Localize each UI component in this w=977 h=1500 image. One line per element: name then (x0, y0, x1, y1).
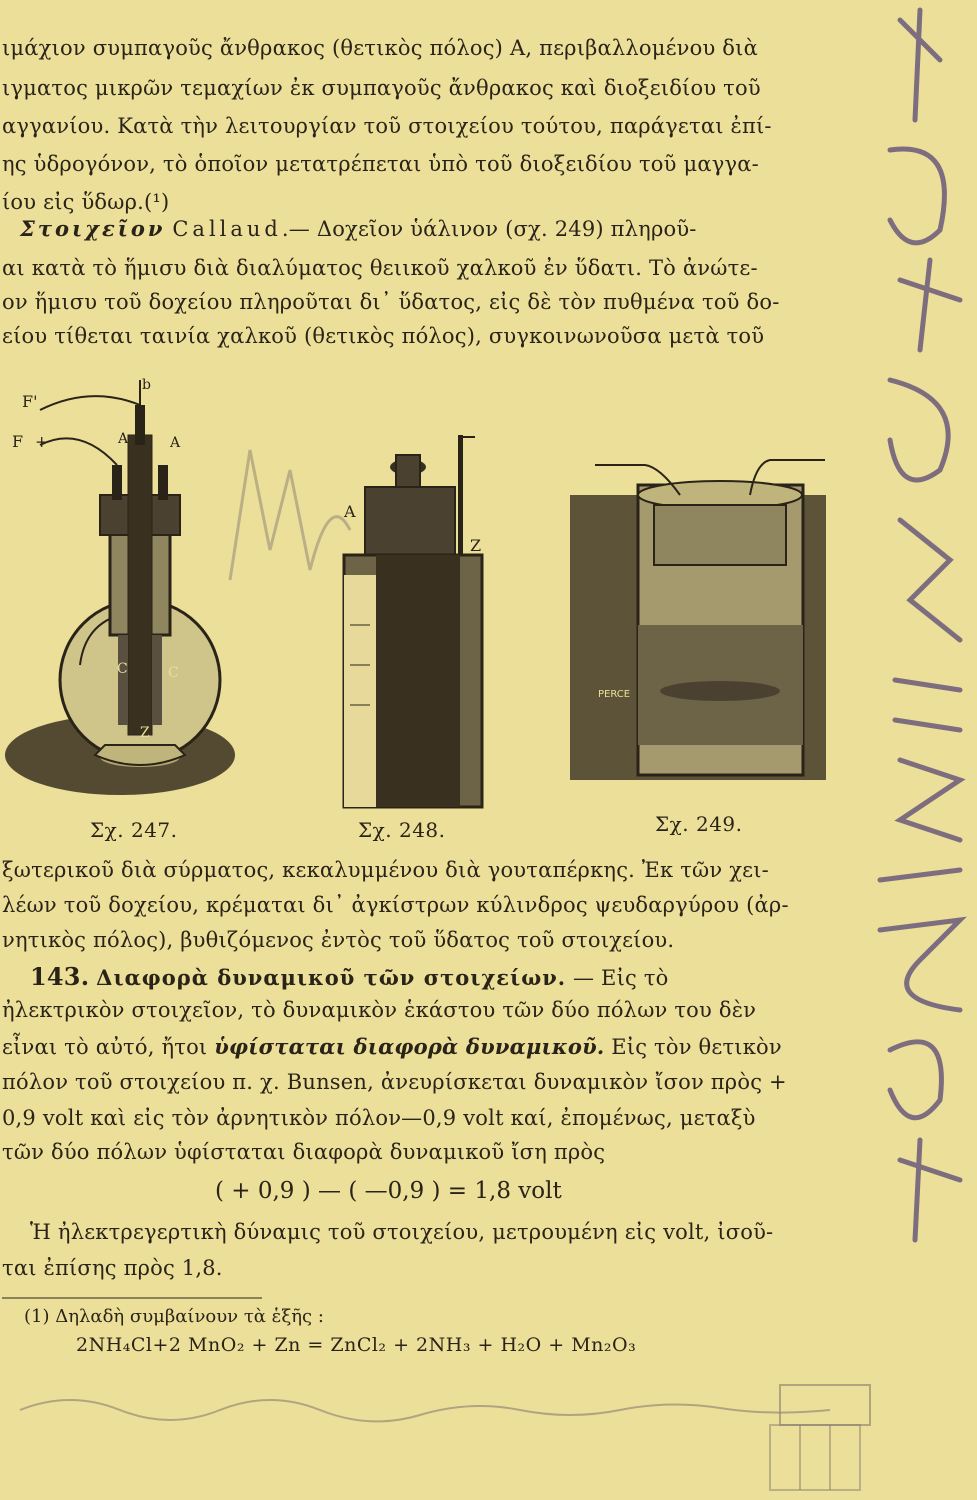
callaud-heading: Στοιχεῖον (20, 216, 166, 241)
label-a: A (344, 502, 356, 521)
text-line: τῶν δύο πόλων ὑφίσταται διαφορὰ δυναμικοῦ ἴση πρὸς (2, 1140, 606, 1164)
section-text: εἶναι τὸ αὐτό, ἤτοι (2, 1035, 208, 1059)
label-f: F (12, 432, 24, 451)
section-emphasis: ὑφίσταται διαφορὰ δυναμικοῦ. (214, 1034, 605, 1059)
footnote-marker: (1) Δηλαδὴ συμβαίνουν τὰ ἑξῆς : (24, 1306, 324, 1327)
text-line: αγγανίου. Κατὰ τὴν λειτουργίαν τοῦ στοιχείου τούτου, παράγεται ἐπί- (2, 114, 772, 138)
text-line: ἠλεκτρικὸν στοιχεῖον, τὸ δυναμικὸν ἑκάστου τῶν δύο πόλων του δὲν (2, 998, 757, 1022)
callaud-heading-rest: .— Δοχεῖον ὑάλινον (σχ. 249) πληροῦ- (281, 217, 697, 241)
label-plus: + (35, 432, 49, 451)
text-line-emph (2, 1034, 782, 1059)
text-line: ιμάχιον συμπαγοῦς ἄνθρακος (θετικὸς πόλος) Α, περιβαλλομένου διὰ (2, 36, 758, 60)
text-line: ται ἐπίσης πρὸς 1,8. (2, 1256, 223, 1280)
section-title: Διαφορὰ δυναμικοῦ τῶν στοιχείων. (96, 965, 567, 990)
text-line: λέων τοῦ δοχείου, κρέμαται δι᾽ ἀγκίστρων κύλινδρος ψευδαργύρου (ἀρ- (2, 893, 789, 917)
footnote-equation: 2NH₄Cl+2 MnO₂ + Zn = ZnCl₂ + 2NH₃ + H₂O + Mn₂O₃ (76, 1334, 637, 1356)
section-heading-line (30, 962, 669, 991)
callaud-heading-line (20, 216, 697, 241)
text-line: 0,9 volt καὶ εἰς τὸν ἀρνητικὸν πόλον—0,9 volt καί, ἐπομένως, μεταξὺ (2, 1106, 756, 1130)
label-a-right: A (170, 435, 181, 451)
figure-249-callaud-cell (570, 455, 830, 785)
text-line: είου τίθεται ταινία χαλκοῦ (θετικὸς πόλος), συγκοινωνοῦσα μετὰ τοῦ (2, 324, 765, 348)
caption-fig-249: Σχ. 249. (655, 812, 743, 836)
label-c-left: C (117, 661, 128, 677)
text-line: ιγματος μικρῶν τεμαχίων ἐκ συμπαγοῦς ἄνθρακος καὶ διοξειδίου τοῦ (2, 76, 761, 100)
text-line: ης ὑδρογόνον, τὸ ὁποῖον μετατρέπεται ὑπὸ τοῦ διοξειδίου τοῦ μαγγα- (2, 152, 759, 176)
section-emphasis-rest: Εἰς τὸν θετικὸν (604, 1035, 782, 1059)
section-number: 143. (30, 962, 90, 991)
text-line: πόλον τοῦ στοιχείου π. χ. Bunsen, ἀνευρίσκεται δυναμικὸν ἴσον πρὸς + (2, 1070, 787, 1094)
section-first: — Εἰς τὸ (572, 966, 669, 990)
text-line: αι κατὰ τὸ ἥμισυ διὰ διαλύματος θειικοῦ χαλκοῦ ἐν ὕδατι. Τὸ ἀνώτε- (2, 256, 758, 280)
label-perce: PERCE (598, 689, 631, 700)
caption-fig-247: Σχ. 247. (90, 818, 178, 842)
text-line: ξωτερικοῦ διὰ σύρματος, κεκαλυμμένου διὰ γουταπέρκης. Ἐκ τῶν χει- (2, 858, 769, 882)
voltage-formula: ( + 0,9 ) — ( —0,9 ) = 1,8 volt (215, 1178, 562, 1204)
handwritten-box-bottom (760, 1420, 870, 1495)
footnote-rule (2, 1296, 262, 1300)
text-line: νητικὸς πόλος), βυθιζόμενος ἐντὸς τοῦ ὕδατος τοῦ στοιχείου. (2, 928, 675, 952)
label-z: Z (140, 725, 150, 741)
handwritten-equation-bottom (10, 1380, 890, 1440)
handwritten-scribble-figure (220, 430, 360, 590)
label-f-prime: F' (22, 392, 38, 411)
label-a-left: A (118, 431, 129, 447)
text-line: ον ἥμισυ τοῦ δοχείου πληροῦται δι᾽ ὕδατος, εἰς δὲ τὸν πυθμένα τοῦ δο- (2, 290, 780, 314)
label-b: b (142, 377, 151, 393)
text-line: ίου εἰς ὕδωρ.(¹) (2, 190, 170, 214)
caption-fig-248: Σχ. 248. (358, 818, 446, 842)
label-c-right: C (168, 665, 179, 681)
text-line: Ἡ ἠλεκτρεγερτικὴ δύναμις τοῦ στοιχείου, μετρουμένη εἰς volt, ἰσοῦ- (30, 1220, 774, 1244)
label-z: Z (470, 536, 482, 555)
handwritten-margin-equation (820, 0, 977, 1300)
callaud-name: Callaud (172, 217, 282, 241)
